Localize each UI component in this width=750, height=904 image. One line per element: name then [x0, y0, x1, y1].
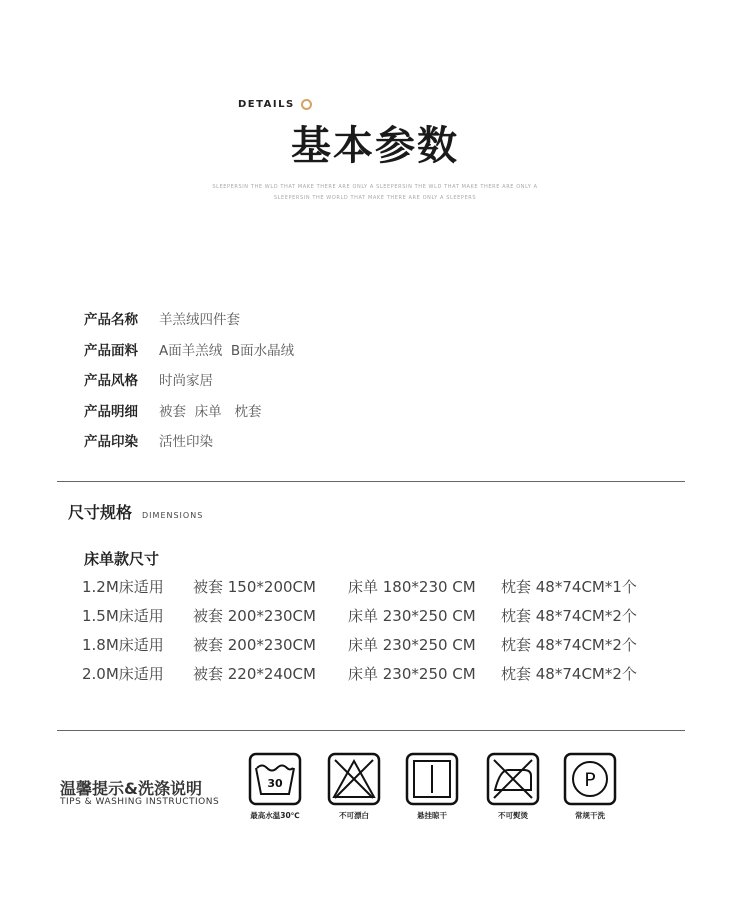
hang-dry-item — [400, 752, 464, 821]
pillowcase-size-cell: 枕套 48*74CM*1个 — [501, 578, 637, 596]
wash-temperature-number: 30 — [267, 777, 283, 790]
duvet-size-cell: 被套 150*200CM — [193, 578, 316, 596]
details-label: DETAILS — [238, 99, 295, 110]
duvet-size-cell: 被套 200*230CM — [193, 636, 316, 654]
info-value: A面羊羔绒 B面水晶绒 — [159, 342, 295, 359]
table-row — [82, 576, 702, 605]
circle-dot-icon — [301, 99, 312, 110]
icon-label: 悬挂晾干 — [417, 811, 447, 820]
details-label-group — [238, 99, 312, 110]
sheet-size-cell: 床单 230*250 CM — [348, 607, 476, 625]
dry-clean-letter: P — [584, 769, 596, 791]
size-section-subtitle: DIMENSIONS — [142, 511, 204, 520]
decorative-subline-1: SLEEPERSIN THE WLD THAT MAKE THERE ARE ONLY A SLEEPERSIN THE WLD THAT MAKE THERE ARE ONLY A — [212, 184, 538, 190]
info-value: 被套 床单 枕套 — [159, 403, 262, 420]
info-label: 产品名称 — [84, 312, 138, 329]
info-value: 羊羔绒四件套 — [159, 312, 240, 329]
wash-30-icon — [248, 752, 302, 806]
icon-label: 不可漂白 — [339, 811, 369, 820]
dry-clean-item — [558, 752, 622, 821]
decorative-subline-2: SLEEPERSIN THE WORLD THAT MAKE THERE ARE ONLY A SLEEPERS — [273, 195, 477, 201]
pillowcase-size-cell: 枕套 48*74CM*2个 — [501, 607, 637, 625]
bed-size-cell: 1.8M床适用 — [82, 636, 164, 654]
tips-title: 温馨提示&洗涤说明 — [60, 779, 202, 798]
icon-label: 常规干洗 — [575, 811, 605, 820]
tips-subtitle: TIPS & WASHING INSTRUCTIONS — [60, 797, 220, 807]
info-row — [84, 395, 294, 426]
no-bleach-item — [322, 752, 386, 821]
bed-size-cell: 1.2M床适用 — [82, 578, 164, 596]
sheet-size-cell: 床单 230*250 CM — [348, 665, 476, 683]
wash-30-item — [243, 752, 307, 821]
info-row — [84, 334, 294, 365]
icon-label: 不可熨烫 — [498, 811, 528, 820]
bed-size-cell: 2.0M床适用 — [82, 665, 164, 683]
info-value: 时尚家居 — [159, 373, 213, 390]
no-iron-item — [481, 752, 545, 821]
no-iron-icon — [486, 752, 540, 806]
size-table-title: 床单款尺寸 — [84, 550, 160, 568]
info-label: 产品风格 — [84, 373, 138, 390]
page-title: 基本参数 — [291, 123, 459, 169]
info-row — [84, 425, 294, 456]
table-row — [82, 605, 702, 634]
info-row — [84, 364, 294, 395]
sheet-size-cell: 床单 180*230 CM — [348, 578, 476, 596]
icon-label: 最高水温30℃ — [250, 811, 300, 820]
product-info-list — [84, 303, 294, 456]
no-bleach-icon — [327, 752, 381, 806]
info-label: 产品印染 — [84, 434, 138, 451]
table-row — [82, 634, 702, 663]
size-section-title: 尺寸规格 — [68, 503, 133, 522]
info-row — [84, 303, 294, 334]
pillowcase-size-cell: 枕套 48*74CM*2个 — [501, 636, 637, 654]
pillowcase-size-cell: 枕套 48*74CM*2个 — [501, 665, 637, 683]
section-divider — [57, 730, 685, 731]
duvet-size-cell: 被套 220*240CM — [193, 665, 316, 683]
size-section-header — [68, 500, 203, 523]
info-value: 活性印染 — [159, 434, 213, 451]
dry-clean-icon — [563, 752, 617, 806]
bed-size-cell: 1.5M床适用 — [82, 607, 164, 625]
hang-dry-icon — [405, 752, 459, 806]
duvet-size-cell: 被套 200*230CM — [193, 607, 316, 625]
size-table — [82, 576, 702, 692]
table-row — [82, 663, 702, 692]
info-label: 产品面料 — [84, 342, 138, 359]
info-label: 产品明细 — [84, 403, 138, 420]
sheet-size-cell: 床单 230*250 CM — [348, 636, 476, 654]
section-divider — [57, 481, 685, 482]
